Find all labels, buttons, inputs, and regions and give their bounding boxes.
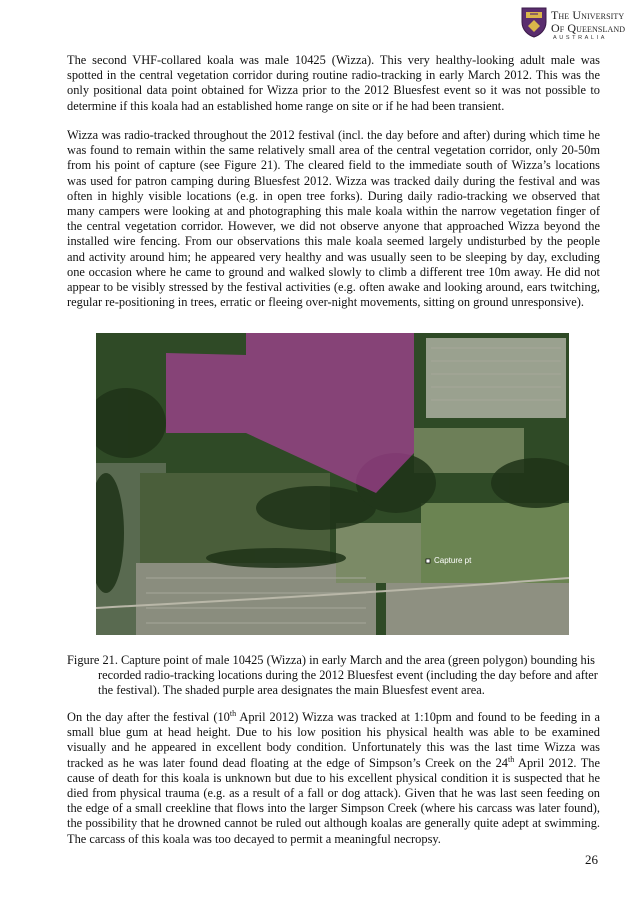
- page-number: 26: [585, 852, 598, 867]
- paragraph-2: Wizza was radio-tracked throughout the 2012 festival (incl. the day before and after) during which time he was found to remain within the same relatively small area of the central vegetation corridor, only 20-50m from his point of capture (see Figure 21). The cleared field to the immediate south of Wizza’s locations was used for patron camping during Bluesfest 2012. Wizza was tracked daily during the festival and was often in highly visible locations (e.g. in open tree forks). During daily radio-tracking we observed that many campers were looking at and photographing this male koala within the narrow vegetation finger of the central vegetation corridor. However, we did not observe anyone that approached Wizza beyond the installed wire fencing. From our observations this male koala seemed largely undisturbed by the people and activity around him; he appeared very healthy and was usually seen to be sleeping by day, excluding one occasion where he came to ground and walked slowly to climb a different tree 10m away. He did not appear to be visibly stressed by the festival activities (e.g. often awake and looking around, ears twitching, regular re-positioning in trees, erratic or fleeing over-night movements, sitting on ground unresponsive).: [67, 128, 600, 310]
- aerial-map-image: [96, 333, 569, 635]
- university-crest-icon: [521, 6, 547, 38]
- capture-point-label: Capture pt: [434, 556, 472, 565]
- paragraph-3-text-a: On the day after the festival (10: [67, 710, 230, 724]
- institution-name-line1: The University: [551, 8, 625, 22]
- figure-caption: Figure 21. Capture point of male 10425 (Wizza) in early March and the area (green polygon) bounding his recorded radio-tracking locations during the 2012 Bluesfest event (including the day before and after the festival). The shaded purple area designates the main Bluesfest event area.: [67, 653, 598, 698]
- paragraph-1: The second VHF-collared koala was male 10425 (Wizza). This very healthy-looking adult male was spotted in the central vegetation corridor during routine radio-tracking in early March 2012. This was the only positional data point obtained for Wizza prior to the 2012 Bluesfest event so it was not possible to determine if this koala had an established home range on site or if he had been transient.: [67, 53, 600, 113]
- superscript-ordinal-1: th: [229, 708, 237, 718]
- superscript-ordinal-2: th: [507, 754, 515, 764]
- paragraph-3-text-c: April 2012. The cause of death for this koala is unknown but due to his excellent physical condition it is suspected that he died from physical trauma (e.g. as a result of a fall or dog attack). Given that he was last seen feeding on the edge of a small creekline that flows into the larger Simpson Creek (where his carcass was later found), the possibility that he drowned cannot be ruled out although koalas are generally quite adept at swimming. The carcass of this koala was too decayed to permit a meaningful necropsy.: [67, 755, 601, 846]
- university-logo: [519, 6, 634, 42]
- capture-point-marker: [426, 559, 430, 563]
- aerial-map-figure: [96, 333, 569, 635]
- paragraph-3: [67, 710, 600, 847]
- paragraph-3-text-b: April 2012) Wizza was tracked at 1:10pm and found to be feeding in a small blue gum at head height. Due to his low position his physical health was able to be examined visually and he appeared in excellent body condition. Unfortunately this was the last time Wizza was tracked as he was later found dead floating at the edge of Simpson’s Creek on the 24: [67, 710, 601, 770]
- institution-country: AUSTRALIA: [553, 35, 607, 41]
- event-area-polygon-west: [166, 353, 246, 433]
- institution-name-line2: Of Queensland: [551, 21, 626, 35]
